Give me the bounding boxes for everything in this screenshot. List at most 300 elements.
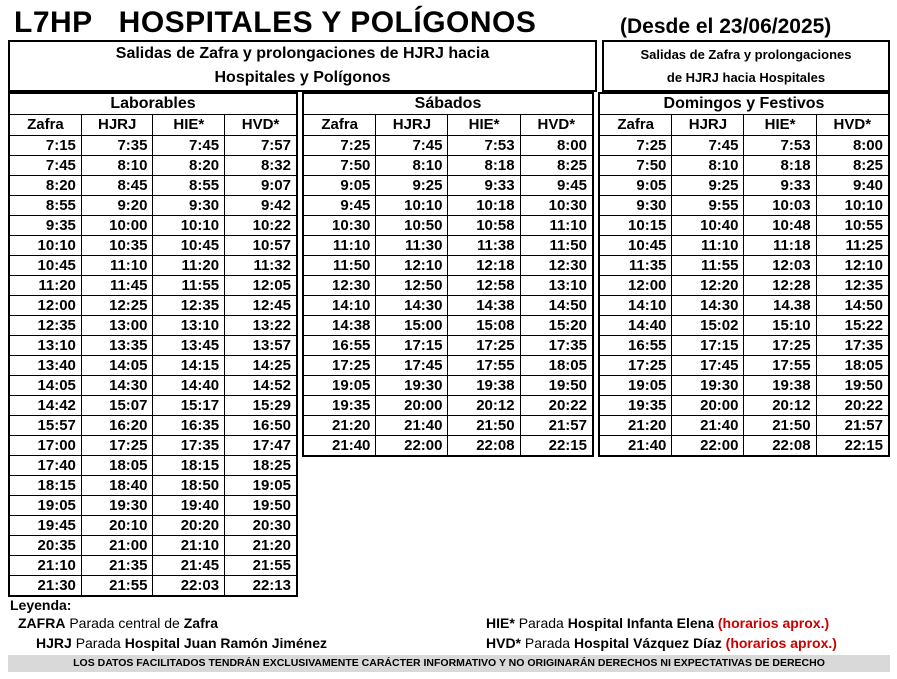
time-cell: 20:00 — [672, 396, 744, 416]
time-cell: 13:10 — [9, 336, 81, 356]
column-header: HIE* — [744, 115, 816, 136]
table-row — [303, 136, 593, 156]
legend-hie-text: Parada — [518, 615, 564, 631]
time-cell: 21:45 — [153, 556, 225, 576]
time-cell: 9:45 — [303, 196, 376, 216]
time-cell: 21:40 — [672, 416, 744, 436]
time-cell: 18:15 — [153, 456, 225, 476]
legend-zafra-text: Parada central de — [69, 615, 180, 631]
left-subtitle-box — [8, 40, 597, 92]
time-cell: 20:12 — [744, 396, 816, 416]
time-cell: 17:45 — [376, 356, 448, 376]
time-cell: 9:55 — [672, 196, 744, 216]
domingos-table — [598, 92, 890, 457]
time-cell: 14.38 — [744, 296, 816, 316]
time-cell: 22:08 — [448, 436, 520, 457]
time-cell: 10:45 — [153, 236, 225, 256]
time-cell: 21:50 — [744, 416, 816, 436]
time-cell: 17:55 — [744, 356, 816, 376]
time-cell: 7:45 — [672, 136, 744, 156]
time-cell: 20:00 — [376, 396, 448, 416]
time-cell: 14:05 — [81, 356, 153, 376]
legend-hvd-red: horarios aprox. — [730, 635, 833, 651]
table-row — [9, 436, 297, 456]
time-cell: 7:35 — [81, 136, 153, 156]
table-row — [599, 296, 889, 316]
legend-hjrj-key: HJRJ — [36, 635, 72, 651]
time-cell: 13:22 — [225, 316, 297, 336]
time-cell: 16:50 — [225, 416, 297, 436]
time-cell: 21:57 — [816, 416, 889, 436]
table-row — [599, 316, 889, 336]
table-row — [9, 536, 297, 556]
legend-hjrj — [36, 634, 327, 652]
table-row — [303, 176, 593, 196]
table-row — [303, 296, 593, 316]
time-cell: 12:35 — [9, 316, 81, 336]
time-cell: 14:52 — [225, 376, 297, 396]
time-cell: 22:00 — [376, 436, 448, 457]
time-cell: 20:30 — [225, 516, 297, 536]
time-cell: 11:55 — [672, 256, 744, 276]
time-cell: 8:00 — [816, 136, 889, 156]
time-cell: 11:10 — [672, 236, 744, 256]
time-cell: 8:18 — [448, 156, 520, 176]
time-cell: 21:35 — [81, 556, 153, 576]
table-row — [599, 356, 889, 376]
table-row — [9, 216, 297, 236]
time-cell: 14:42 — [9, 396, 81, 416]
time-cell: 8:10 — [376, 156, 448, 176]
time-cell: 11:50 — [303, 256, 376, 276]
column-header: HJRJ — [672, 115, 744, 136]
time-cell: 10:10 — [9, 236, 81, 256]
time-cell: 10:58 — [448, 216, 520, 236]
table-row — [599, 256, 889, 276]
time-cell: 17:40 — [9, 456, 81, 476]
time-cell: 18:05 — [81, 456, 153, 476]
time-cell: 17:15 — [376, 336, 448, 356]
legend-hvd-text: Parada — [524, 635, 571, 651]
time-cell: 17:45 — [672, 356, 744, 376]
time-cell: 21:10 — [9, 556, 81, 576]
time-cell: 7:50 — [599, 156, 672, 176]
time-cell: 20:10 — [81, 516, 153, 536]
time-cell: 11:38 — [448, 236, 520, 256]
time-cell: 16:35 — [153, 416, 225, 436]
time-cell: 12:10 — [816, 256, 889, 276]
time-cell: 8:45 — [81, 176, 153, 196]
time-cell: 19:38 — [744, 376, 816, 396]
time-cell: 19:30 — [376, 376, 448, 396]
time-cell: 19:05 — [9, 496, 81, 516]
time-cell: 14:30 — [376, 296, 448, 316]
time-cell: 12:58 — [448, 276, 520, 296]
time-cell: 7:50 — [303, 156, 376, 176]
table-row — [9, 336, 297, 356]
time-cell: 16:55 — [599, 336, 672, 356]
table-row — [9, 136, 297, 156]
table-row — [9, 276, 297, 296]
time-cell: 19:05 — [599, 376, 672, 396]
time-cell: 11:45 — [81, 276, 153, 296]
section-header-row — [303, 93, 593, 115]
time-cell: 9:25 — [672, 176, 744, 196]
legend-hie-note: (horarios aprox.) — [717, 615, 830, 631]
time-cell: 10:50 — [376, 216, 448, 236]
time-cell: 17:15 — [672, 336, 744, 356]
time-cell: 10:30 — [303, 216, 376, 236]
column-header-row — [303, 115, 593, 136]
time-cell: 9:25 — [376, 176, 448, 196]
table-row — [599, 176, 889, 196]
time-cell: 19:35 — [303, 396, 376, 416]
time-cell: 14:30 — [672, 296, 744, 316]
time-cell: 9:07 — [225, 176, 297, 196]
legend-hie-red: horarios aprox. — [722, 615, 825, 631]
legend-zafra-bold: Zafra — [183, 615, 218, 631]
time-cell: 11:20 — [9, 276, 81, 296]
time-cell: 17:35 — [816, 336, 889, 356]
time-cell: 18:40 — [81, 476, 153, 496]
time-cell: 19:38 — [448, 376, 520, 396]
time-cell: 10:18 — [448, 196, 520, 216]
time-cell: 14:25 — [225, 356, 297, 376]
table-row — [9, 456, 297, 476]
time-cell: 21:40 — [599, 436, 672, 457]
time-cell: 17:47 — [225, 436, 297, 456]
time-cell: 22:00 — [672, 436, 744, 457]
table-row — [9, 156, 297, 176]
time-cell: 8:55 — [9, 196, 81, 216]
time-cell: 12:30 — [520, 256, 593, 276]
time-cell: 14:15 — [153, 356, 225, 376]
time-cell: 19:50 — [520, 376, 593, 396]
column-header: HVD* — [225, 115, 297, 136]
time-cell: 9:40 — [816, 176, 889, 196]
table-row — [9, 376, 297, 396]
time-cell: 17:00 — [9, 436, 81, 456]
section-title: Sábados — [303, 93, 593, 115]
time-cell: 10:30 — [520, 196, 593, 216]
time-cell: 10:48 — [744, 216, 816, 236]
column-header: HJRJ — [81, 115, 153, 136]
time-cell: 21:00 — [81, 536, 153, 556]
time-cell: 9:05 — [599, 176, 672, 196]
table-row — [303, 336, 593, 356]
time-cell: 10:10 — [816, 196, 889, 216]
table-row — [303, 416, 593, 436]
time-cell: 8:20 — [153, 156, 225, 176]
table-row — [599, 276, 889, 296]
time-cell: 18:05 — [816, 356, 889, 376]
time-cell: 8:25 — [816, 156, 889, 176]
time-cell: 10:22 — [225, 216, 297, 236]
time-cell: 20:22 — [520, 396, 593, 416]
time-cell: 12:45 — [225, 296, 297, 316]
laborables-table — [8, 92, 298, 597]
legend-hvd — [486, 634, 837, 652]
right-subtitle-box — [602, 40, 890, 92]
time-cell: 7:45 — [376, 136, 448, 156]
right-subtitle-line-2: de HJRJ hacia Hospitales — [666, 70, 826, 85]
table-row — [9, 316, 297, 336]
time-cell: 11:10 — [520, 216, 593, 236]
time-cell: 21:50 — [448, 416, 520, 436]
time-cell: 14:50 — [816, 296, 889, 316]
time-cell: 7:53 — [744, 136, 816, 156]
time-cell: 9:33 — [448, 176, 520, 196]
time-cell: 7:25 — [303, 136, 376, 156]
column-header: HIE* — [153, 115, 225, 136]
time-cell: 9:30 — [599, 196, 672, 216]
time-cell: 13:45 — [153, 336, 225, 356]
time-cell: 7:57 — [225, 136, 297, 156]
time-cell: 8:55 — [153, 176, 225, 196]
time-cell: 14:05 — [9, 376, 81, 396]
time-cell: 7:25 — [599, 136, 672, 156]
time-cell: 12:10 — [376, 256, 448, 276]
time-cell: 22:08 — [744, 436, 816, 457]
table-row — [9, 496, 297, 516]
table-row — [9, 196, 297, 216]
page-title: L7HP HOSPITALES Y POLÍGONOS — [14, 6, 537, 39]
column-header: HVD* — [816, 115, 889, 136]
time-cell: 15:10 — [744, 316, 816, 336]
time-cell: 14:30 — [81, 376, 153, 396]
time-cell: 19:50 — [225, 496, 297, 516]
table-row — [599, 196, 889, 216]
table-row — [599, 156, 889, 176]
time-cell: 13:35 — [81, 336, 153, 356]
time-cell: 10:45 — [9, 256, 81, 276]
time-cell: 10:35 — [81, 236, 153, 256]
time-cell: 19:30 — [672, 376, 744, 396]
time-cell: 10:45 — [599, 236, 672, 256]
time-cell: 19:05 — [225, 476, 297, 496]
time-cell: 15:29 — [225, 396, 297, 416]
disclaimer-bar: LOS DATOS FACILITADOS TENDRÁN EXCLUSIVAMENTE CARÁCTER INFORMATIVO Y NO ORIGINARÁN DERECHOS NI EXPECTATIVAS DE DERECHO — [8, 655, 890, 672]
section-header-row — [599, 93, 889, 115]
time-cell: 11:30 — [376, 236, 448, 256]
legend-hvd-key: HVD* — [486, 635, 522, 651]
time-cell: 21:10 — [153, 536, 225, 556]
table-row — [599, 416, 889, 436]
time-cell: 12:05 — [225, 276, 297, 296]
table-row — [599, 436, 889, 457]
time-cell: 22:13 — [225, 576, 297, 597]
time-cell: 17:35 — [520, 336, 593, 356]
time-cell: 21:40 — [303, 436, 376, 457]
time-cell: 20:22 — [816, 396, 889, 416]
table-row — [303, 356, 593, 376]
right-subtitle-line-1: Salidas de Zafra y prolongaciones — [640, 47, 852, 62]
time-cell: 12:03 — [744, 256, 816, 276]
time-cell: 9:05 — [303, 176, 376, 196]
table-row — [599, 336, 889, 356]
left-subtitle-line-2: Hospitales y Polígonos — [214, 69, 391, 86]
time-cell: 21:20 — [599, 416, 672, 436]
time-cell: 15:22 — [816, 316, 889, 336]
time-cell: 14:40 — [599, 316, 672, 336]
table-row — [599, 136, 889, 156]
time-cell: 19:05 — [303, 376, 376, 396]
time-cell: 8:18 — [744, 156, 816, 176]
table-row — [9, 576, 297, 597]
legend-hjrj-text: Parada — [75, 635, 121, 651]
time-cell: 9:42 — [225, 196, 297, 216]
time-cell: 10:57 — [225, 236, 297, 256]
time-cell: 21:57 — [520, 416, 593, 436]
table-row — [599, 216, 889, 236]
time-cell: 11:10 — [303, 236, 376, 256]
time-cell: 17:25 — [744, 336, 816, 356]
time-cell: 16:55 — [303, 336, 376, 356]
column-header: Zafra — [599, 115, 672, 136]
section-title: Domingos y Festivos — [599, 93, 889, 115]
table-row — [9, 296, 297, 316]
time-cell: 10:15 — [599, 216, 672, 236]
time-cell: 11:50 — [520, 236, 593, 256]
time-cell: 10:10 — [376, 196, 448, 216]
time-cell: 11:25 — [816, 236, 889, 256]
time-cell: 15:07 — [81, 396, 153, 416]
time-cell: 21:55 — [225, 556, 297, 576]
time-cell: 8:00 — [520, 136, 593, 156]
time-cell: 14:10 — [599, 296, 672, 316]
time-cell: 11:18 — [744, 236, 816, 256]
time-cell: 17:25 — [448, 336, 520, 356]
column-header: HJRJ — [376, 115, 448, 136]
time-cell: 15:57 — [9, 416, 81, 436]
time-cell: 9:20 — [81, 196, 153, 216]
time-cell: 12:20 — [672, 276, 744, 296]
time-cell: 13:10 — [520, 276, 593, 296]
table-row — [9, 176, 297, 196]
section-header-row — [9, 93, 297, 115]
legend-hie — [486, 614, 829, 632]
time-cell: 20:35 — [9, 536, 81, 556]
time-cell: 22:15 — [816, 436, 889, 457]
time-cell: 13:57 — [225, 336, 297, 356]
time-cell: 12:35 — [153, 296, 225, 316]
table-row — [303, 316, 593, 336]
legend-hjrj-bold: Hospital Juan Ramón Jiménez — [124, 635, 328, 651]
time-cell: 15:20 — [520, 316, 593, 336]
table-row — [303, 436, 593, 457]
validity-date: (Desde el 23/06/2025) — [620, 15, 832, 38]
time-cell: 9:30 — [153, 196, 225, 216]
time-cell: 12:50 — [376, 276, 448, 296]
time-cell: 12:30 — [303, 276, 376, 296]
time-cell: 15:00 — [376, 316, 448, 336]
time-cell: 9:35 — [9, 216, 81, 236]
time-cell: 20:12 — [448, 396, 520, 416]
time-cell: 11:32 — [225, 256, 297, 276]
column-header: Zafra — [9, 115, 81, 136]
table-row — [303, 256, 593, 276]
time-cell: 10:55 — [816, 216, 889, 236]
table-row — [303, 216, 593, 236]
table-row — [303, 276, 593, 296]
time-cell: 20:20 — [153, 516, 225, 536]
time-cell: 12:35 — [816, 276, 889, 296]
column-header: HIE* — [448, 115, 520, 136]
table-row — [9, 396, 297, 416]
legend-zafra — [18, 614, 218, 632]
time-cell: 15:08 — [448, 316, 520, 336]
time-cell: 18:15 — [9, 476, 81, 496]
time-cell: 14:38 — [303, 316, 376, 336]
time-cell: 12:00 — [599, 276, 672, 296]
time-cell: 18:25 — [225, 456, 297, 476]
time-cell: 7:45 — [153, 136, 225, 156]
time-cell: 17:25 — [599, 356, 672, 376]
time-cell: 13:40 — [9, 356, 81, 376]
sabados-table — [302, 92, 594, 457]
time-cell: 21:40 — [376, 416, 448, 436]
time-cell: 22:15 — [520, 436, 593, 457]
time-cell: 15:02 — [672, 316, 744, 336]
time-cell: 10:40 — [672, 216, 744, 236]
column-header: HVD* — [520, 115, 593, 136]
time-cell: 19:40 — [153, 496, 225, 516]
time-cell: 19:45 — [9, 516, 81, 536]
column-header-row — [9, 115, 297, 136]
time-cell: 8:25 — [520, 156, 593, 176]
time-cell: 19:35 — [599, 396, 672, 416]
legend-hie-bold: Hospital Infanta Elena — [567, 615, 714, 631]
time-cell: 21:55 — [81, 576, 153, 597]
time-cell: 11:55 — [153, 276, 225, 296]
table-row — [9, 256, 297, 276]
time-cell: 8:20 — [9, 176, 81, 196]
table-row — [9, 556, 297, 576]
left-subtitle-line-1: Salidas de Zafra y prolongaciones de HJRJ hacia — [115, 45, 490, 62]
time-cell: 12:25 — [81, 296, 153, 316]
time-cell: 9:45 — [520, 176, 593, 196]
time-cell: 22:03 — [153, 576, 225, 597]
time-cell: 17:35 — [153, 436, 225, 456]
table-row — [303, 376, 593, 396]
time-cell: 10:03 — [744, 196, 816, 216]
time-cell: 19:30 — [81, 496, 153, 516]
table-row — [303, 236, 593, 256]
column-header: Zafra — [303, 115, 376, 136]
table-row — [599, 236, 889, 256]
time-cell: 8:10 — [672, 156, 744, 176]
time-cell: 11:10 — [81, 256, 153, 276]
legend-hie-key: HIE* — [486, 615, 515, 631]
table-row — [599, 376, 889, 396]
time-cell: 19:50 — [816, 376, 889, 396]
time-cell: 12:18 — [448, 256, 520, 276]
table-row — [9, 356, 297, 376]
time-cell: 7:53 — [448, 136, 520, 156]
legend-zafra-key: ZAFRA — [18, 615, 66, 631]
time-cell: 14:50 — [520, 296, 593, 316]
time-cell: 18:05 — [520, 356, 593, 376]
time-cell: 14:10 — [303, 296, 376, 316]
table-row — [9, 416, 297, 436]
table-row — [9, 236, 297, 256]
legend-title: Leyenda: — [10, 597, 72, 613]
column-header-row — [599, 115, 889, 136]
time-cell: 15:17 — [153, 396, 225, 416]
time-cell: 11:35 — [599, 256, 672, 276]
time-cell: 18:50 — [153, 476, 225, 496]
table-row — [9, 516, 297, 536]
